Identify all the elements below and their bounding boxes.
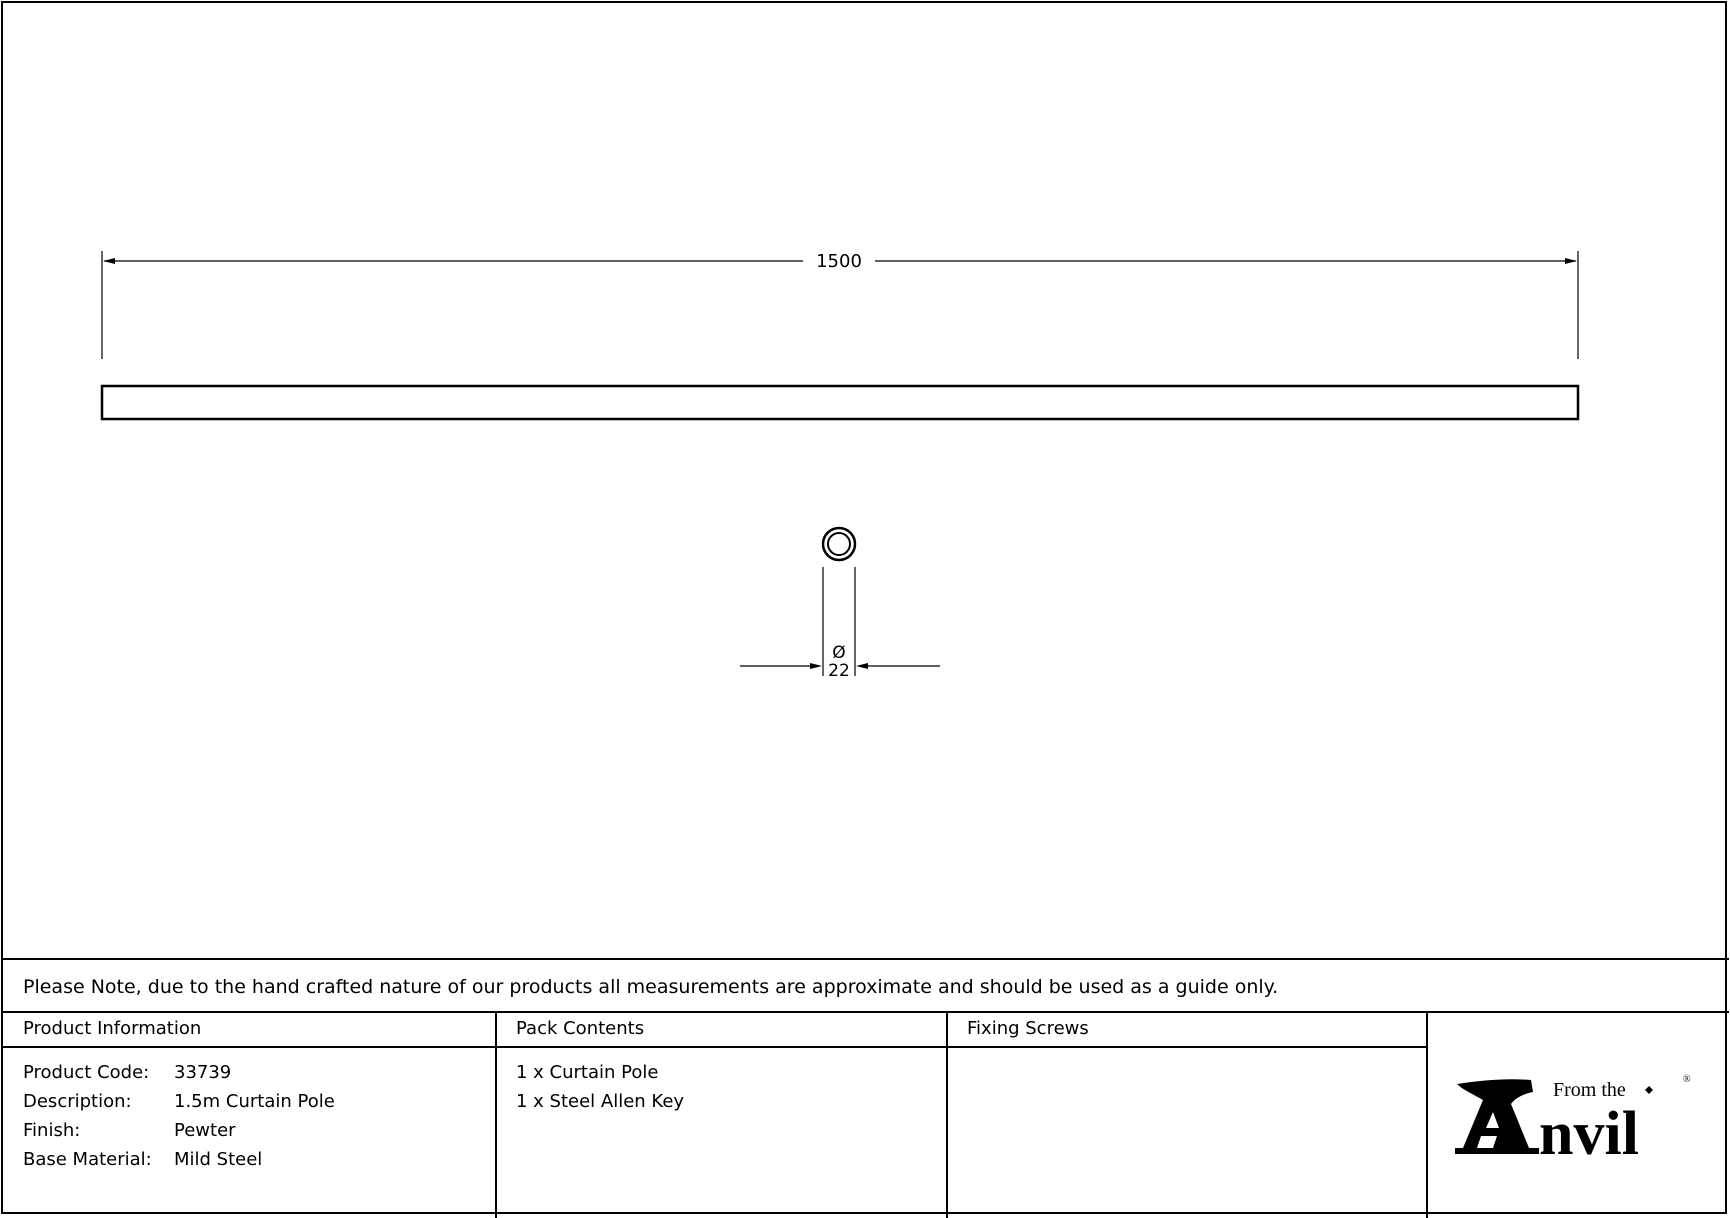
length-dimension-label: 1500 [816, 251, 862, 272]
column-divider-1 [495, 1011, 497, 1218]
description-label: Description: [23, 1091, 132, 1112]
column-divider-3 [1426, 1011, 1428, 1218]
diameter-arrow-right [856, 663, 868, 669]
product-info-values [174, 1058, 335, 1174]
product-info-header: Product Information [23, 1018, 202, 1039]
base-material-label: Base Material: [23, 1149, 152, 1170]
anvil-icon [1455, 1079, 1539, 1154]
arrowhead-right [1565, 258, 1577, 264]
product-code-label: Product Code: [23, 1062, 150, 1083]
base-material-value: Mild Steel [174, 1149, 263, 1170]
logo-small-text: From the [1553, 1079, 1626, 1101]
logo-big-text: nvil [1539, 1100, 1639, 1160]
pack-contents-header: Pack Contents [516, 1018, 645, 1039]
description-value: 1.5m Curtain Pole [174, 1091, 335, 1112]
pack-contents-list [516, 1058, 684, 1116]
from-the-anvil-logo [1453, 1070, 1693, 1160]
product-info-labels [23, 1058, 152, 1174]
pole-side-view [102, 386, 1578, 419]
column-divider-2 [946, 1011, 948, 1218]
pack-item: 1 x Curtain Pole [516, 1062, 659, 1083]
title-block [3, 958, 1729, 1218]
technical-drawing [3, 3, 1729, 958]
product-code-value: 33739 [174, 1062, 232, 1083]
footer-divider [3, 1011, 1729, 1013]
drawing-sheet [1, 1, 1727, 1214]
diameter-arrow-left [810, 663, 822, 669]
finish-value: Pewter [174, 1120, 236, 1141]
diameter-value: 22 [828, 661, 850, 681]
fixing-screws-header: Fixing Screws [967, 1018, 1089, 1039]
header-underline [3, 1046, 1428, 1048]
measurement-note: Please Note, due to the hand crafted nature of our products all measurements are approximate and should be used as a guide only. [23, 976, 1279, 998]
pole-end-inner [828, 533, 850, 555]
pack-item: 1 x Steel Allen Key [516, 1091, 685, 1112]
finish-label: Finish: [23, 1120, 81, 1141]
registered-mark: ® [1683, 1074, 1691, 1085]
arrowhead-left [103, 258, 115, 264]
diamond-icon [1645, 1086, 1653, 1094]
diameter-symbol: Ø [832, 643, 846, 663]
